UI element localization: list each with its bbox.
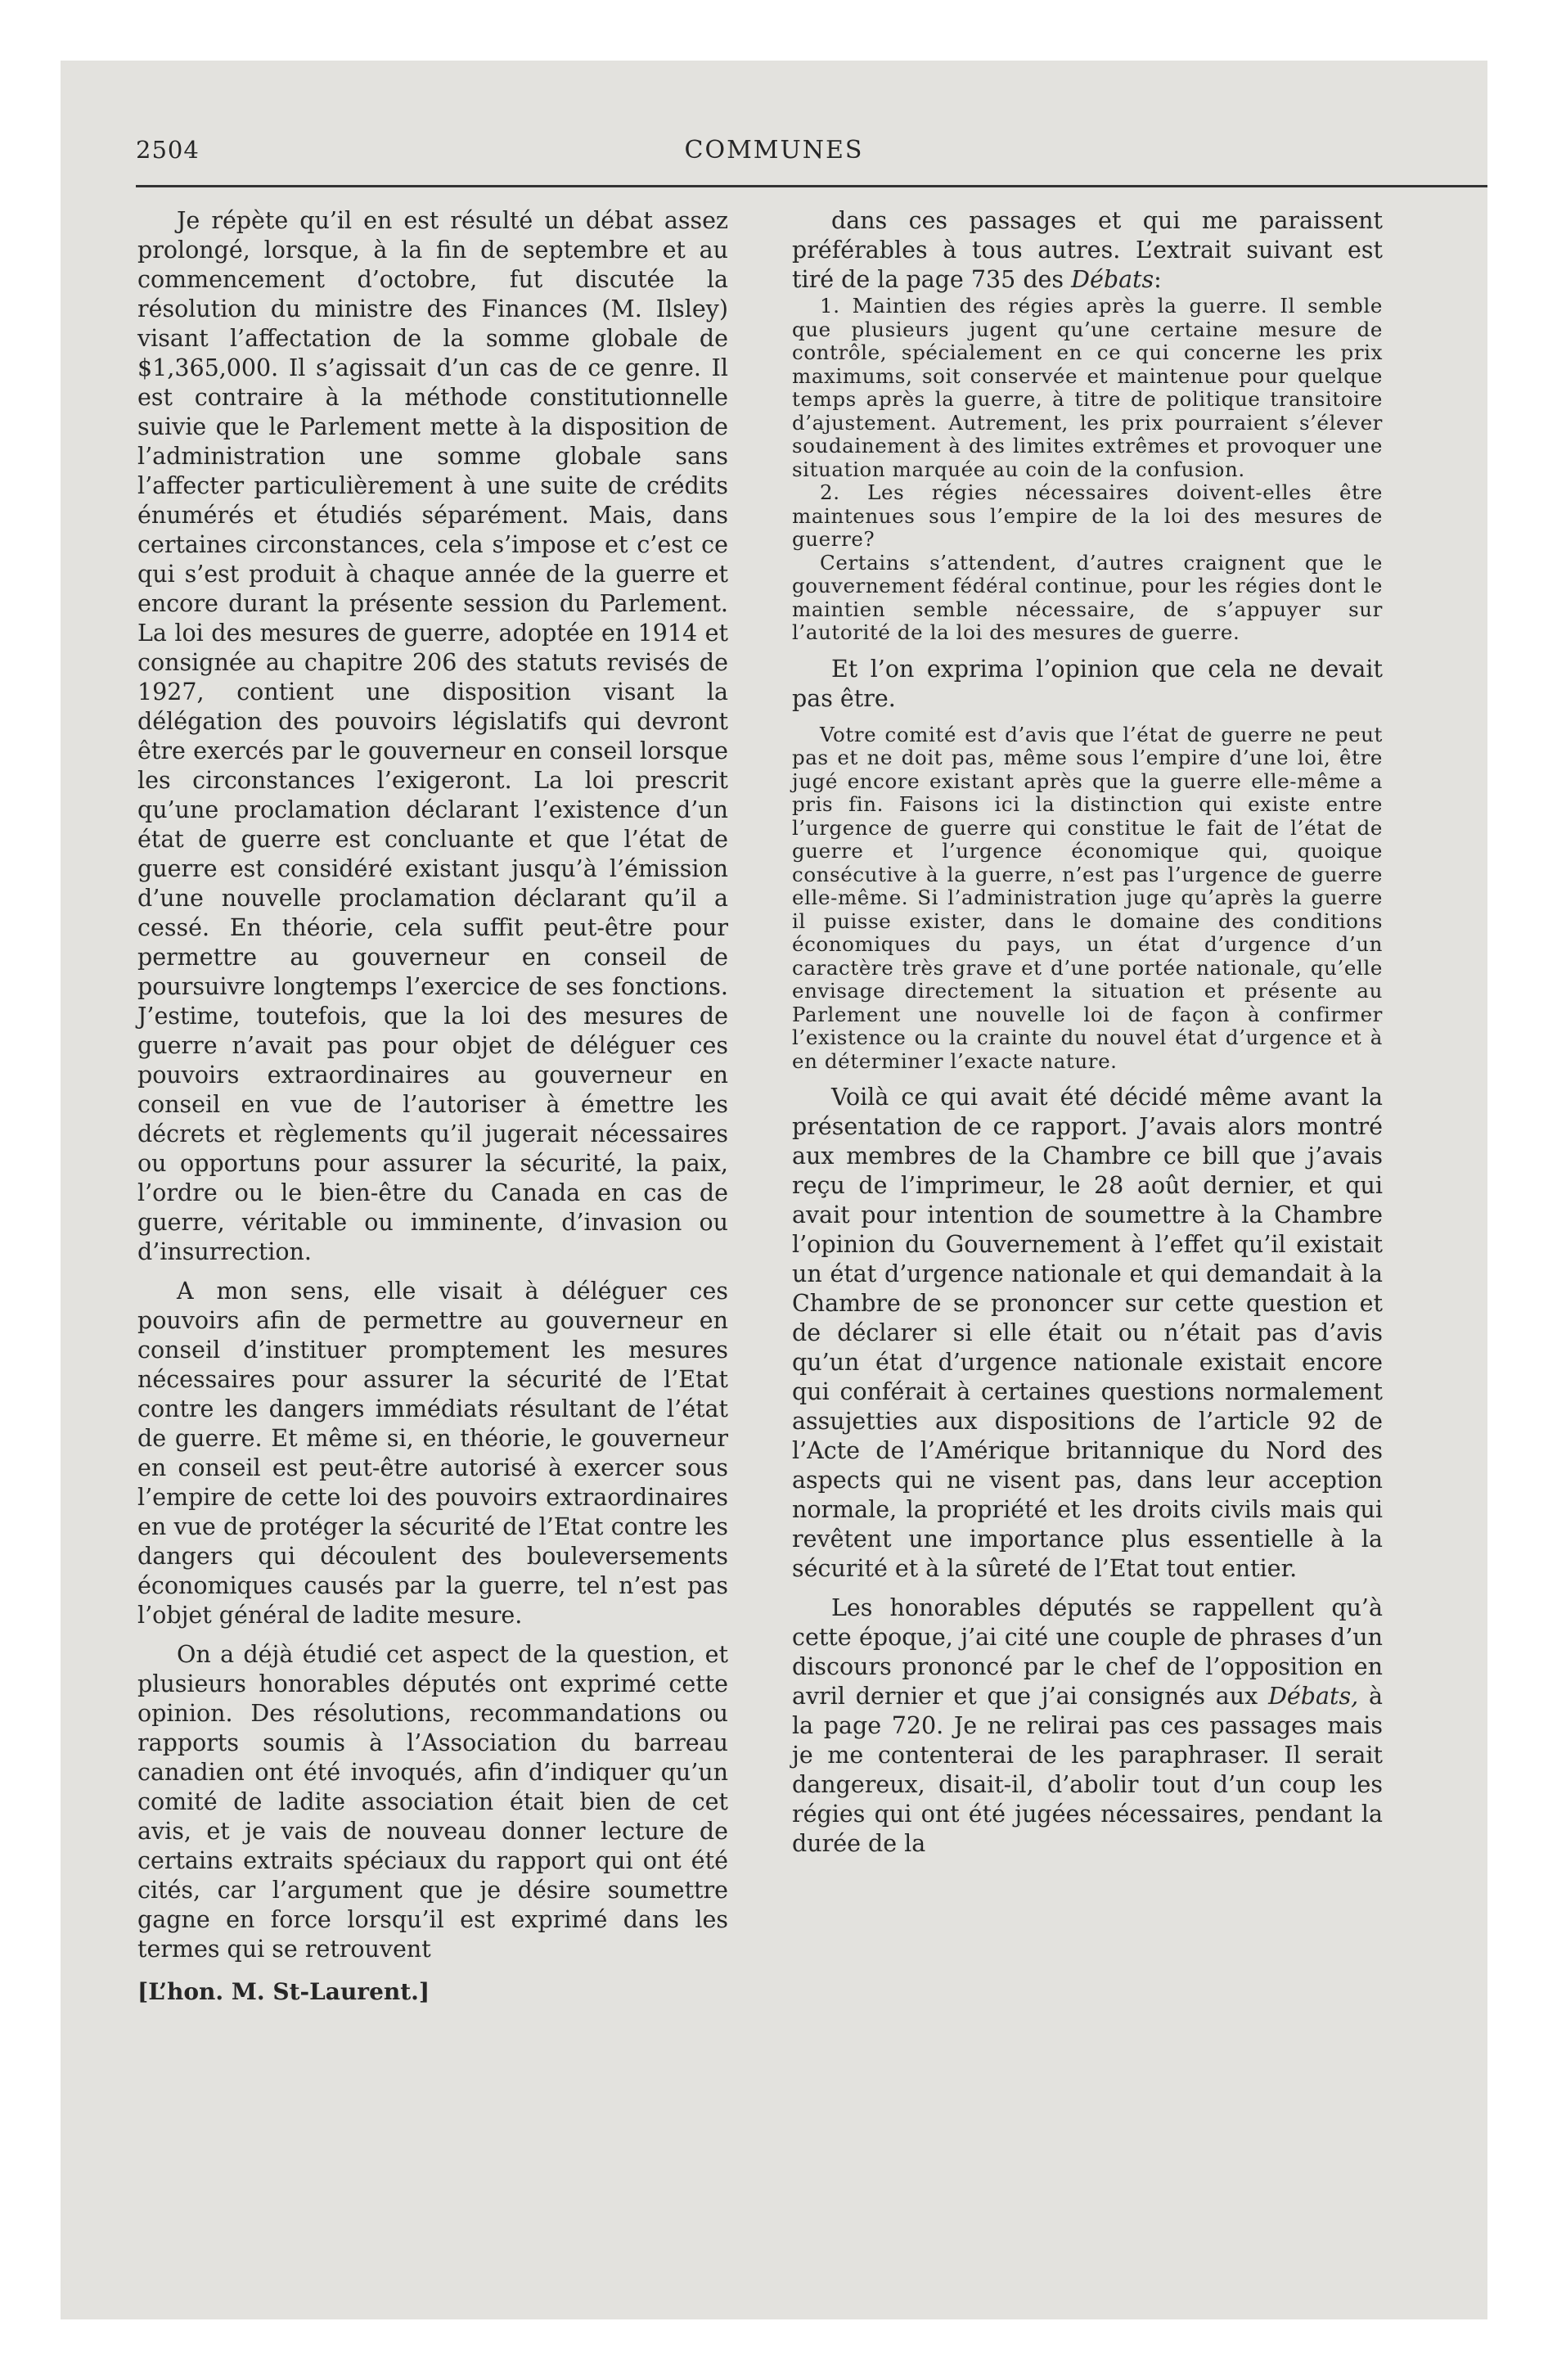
right-column (792, 206, 1383, 1859)
quote-item-3: Certains s’attendent, d’autres craignent que le gouvernement fédéral continue, pour les régies dont le maintien semble nécessaire, de s’appuyer sur l’autorité de la loi des mesures de guerre. (792, 550, 1383, 644)
right-paragraph-4-text: Les honorables députés se rappellent qu’à cette époque, j’ai cité une couple de phrases d’un discours prononcé par le chef de l’opposition en avril dernier et que j’ai consignés aux (792, 1594, 1383, 1710)
right-paragraph-1-end: : (1154, 266, 1162, 293)
right-paragraph-4 (792, 1593, 1383, 1859)
left-paragraph-3: On a déjà étudié cet aspect de la question, et plusieurs honorables députés ont exprimé cette opinion. Des résolutions, recommandations ou rapports soumis à l’Association du barreau canadien ont été invoqués, afin d’indiquer qu’un comité de ladite association était bien de cet avis, et je vais de nouveau donner lecture de certains extraits spéciaux du rapport qui ont été cités, car l’argument que je désire soumettre gagne en force lorsqu’il est exprimé dans les termes qui se retrouvent (137, 1641, 728, 1963)
quoted-extract-1 (792, 295, 1383, 645)
right-paragraph-4-end: à la page 720. Je ne relirai pas ces passages mais je me contenterai de les paraphraser. Il serait dangereux, disait-il, d’abolir tout d’un coup les régies qui ont été jugées nécessaires, pendant la durée de la (792, 1683, 1383, 1857)
left-paragraph-1: Je répète qu’il en est résulté un débat assez prolongé, lorsque, à la fin de septembre et au commencement d’octobre, fut discutée la résolution du ministre des Finances (M. Ilsley) visant l’affectation de la somme globale de $1,365,000. Il s’agissait d’un cas de ce genre. Il est contraire à la méthode constitutionnelle suivie que le Parlement mette à la disposition de l’administration une somme globale sans l’affecter particulièrement à une suite de crédits énumérés et étudiés séparément. Mais, dans certaines circonstances, cela s’impose et c’est ce qui s’est produit à chaque année de la guerre et encore durant la présente session du Parlement. La loi des mesures de guerre, adoptée en 1914 et consignée au chapitre 206 des statuts revisés de 1927, contient une disposition visant la délégation des pouvoirs législatifs qui devront être exercés par le gouverneur en conseil lorsque les circonstances l’exigeront. La loi prescrit qu’une proclamation déclarant l’existence d’un état de guerre est concluante et que l’état de guerre est considéré existant jusqu’à l’émission d’une nouvelle proclamation déclarant qu’il a cessé. En théorie, cela suffit peut-être pour permettre au gouverneur en conseil de poursuivre longtemps l’exercice de ses fonctions. J’estime, toutefois, que la loi des mesures de guerre n’avait pas pour objet de déléguer ces pouvoirs extraordinaires au gouverneur en conseil en vue de l’autoriser à émettre les décrets et règlements qu’il jugerait nécessaires ou opportuns pour assurer la sécurité, la paix, l’ordre ou le bien-être du Canada en cas de guerre, véritable ou imminente, d’invasion ou d’insurrection. (137, 207, 728, 1265)
scanned-page (61, 61, 1487, 2319)
right-paragraph-1 (792, 206, 1383, 295)
speaker-signature: [L’hon. M. St-Laurent.] (137, 1978, 430, 2005)
page-number: 2504 (136, 136, 200, 164)
left-paragraph-2: A mon sens, elle visait à déléguer ces pouvoirs afin de permettre au gouverneur en conseil d’instituer promptement les mesures nécessaires pour assurer la sécurité de l’Etat contre les dangers immédiats résultant de l’état de guerre. Et même si, en théorie, le gouverneur en conseil est peut-être autorisé à exercer sous l’empire de cette loi des pouvoirs extraordinaires en vue de protéger la sécurité de l’Etat contre les dangers qui découlent des bouleversements économiques causés par la guerre, tel n’est pas l’objet général de ladite mesure. (137, 1278, 728, 1629)
right-paragraph-2: Et l’on exprima l’opinion que cela ne devait pas être. (792, 655, 1383, 712)
quote-item-1: 1. Maintien des régies après la guerre. Il semble que plusieurs jugent qu’une certaine mesure de contrôle, spécialement en ce qui concerne les prix maximums, soit conservée et maintenue pour quelque temps après la guerre, à titre de politique transitoire d’ajustement. Autrement, les prix pourraient s’élever soudainement à des limites extrêmes et provoquer une situation marquée au coin de la confusion. (792, 294, 1383, 481)
quoted-extract-2 (792, 723, 1383, 1074)
right-paragraph-3: Voilà ce qui avait été décidé même avant la présentation de ce rapport. J’avais alors montré aux membres de la Chambre ce bill que j’avais reçu de l’imprimeur, le 28 août dernier, et qui avait pour intention de soumettre à la Chambre l’opinion du Gouvernement à l’effet qu’il existait un état d’urgence nationale et qui demandait à la Chambre de se prononcer sur cette question et de déclarer si elle était ou n’était pas d’avis qu’un état d’urgence nationale existait encore qui conférait à certaines questions normalement assujetties aux dispositions de l’article 92 de l’Acte de l’Amérique britannique du Nord des aspects qui ne visent pas, dans leur acception normale, la propriété et les droits civils mais qui revêtent une importance plus essentielle à la sécurité et à la sûreté de l’Etat tout entier. (792, 1084, 1383, 1582)
running-head: COMMUNES (684, 136, 864, 165)
quote-item-4: Votre comité est d’avis que l’état de guerre ne peut pas et ne doit pas, même sous l’empire d’une loi, être jugé encore existant après que la guerre elle-même a pris fin. Faisons ici la distinction qui existe entre l’urgence de guerre qui constitue le fait de l’état de guerre et l’urgence économique qui, quoique consécutive à la guerre, n’est pas l’urgence de guerre elle-même. Si l’administration juge qu’après la guerre il puisse exister, dans le domaine des conditions économiques du pays, un état d’urgence d’un caractère très grave et d’une portée nationale, qu’elle envisage directement la situation et présente au Parlement une nouvelle loi de façon à confirmer l’existence ou la crainte du nouvel état d’urgence et à en déterminer l’exacte nature. (792, 722, 1383, 1073)
quote-item-2: 2. Les régies nécessaires doivent-elles être maintenues sous l’empire de la loi des mesures de guerre? (792, 480, 1383, 551)
right-paragraph-1-text: dans ces passages et qui me paraissent préférables à tous autres. L’extrait suivant est tiré de la page 735 des (792, 207, 1383, 293)
header-rule (136, 185, 1487, 187)
debats-reference-2: Débats, (1268, 1683, 1359, 1710)
left-column (137, 206, 728, 2007)
debats-reference: Débats (1071, 266, 1154, 293)
